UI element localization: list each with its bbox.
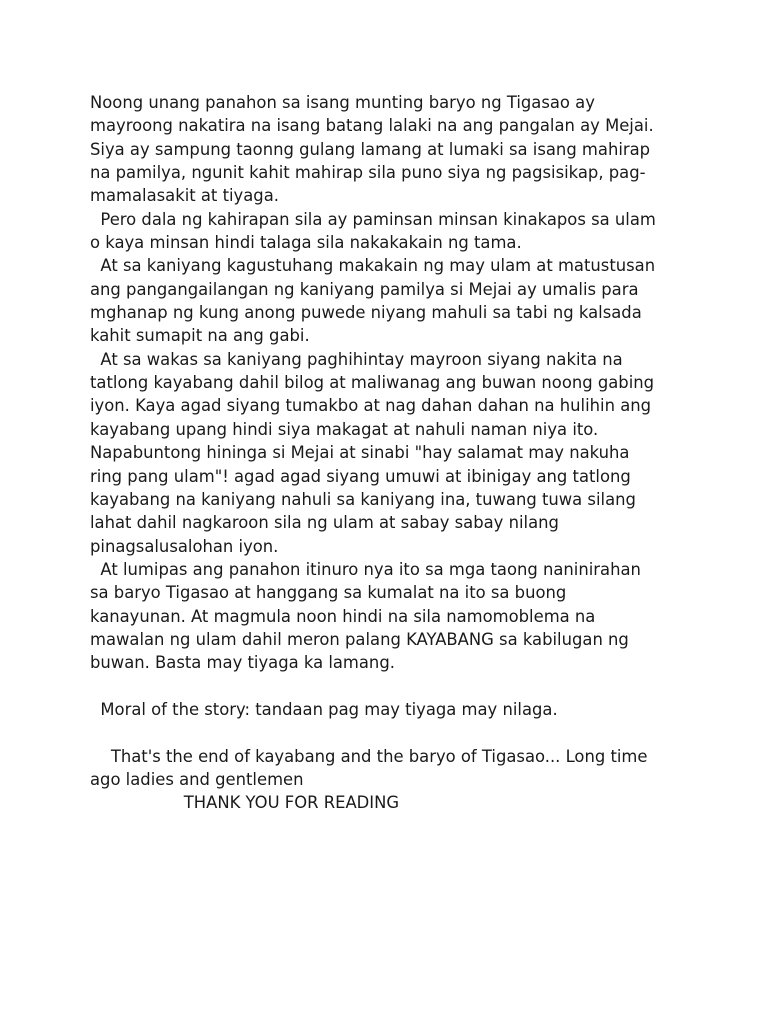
text-line: na pamilya, ngunit kahit mahirap sila puno siya ng pagsisikap, pag-	[90, 163, 646, 183]
text-line: mayroong nakatira na isang batang lalaki na ang pangalan ay Mejai.	[90, 116, 654, 136]
text-line: o kaya minsan hindi talaga sila nakakakain ng tama.	[90, 233, 522, 253]
text-line: buwan. Basta may tiyaga ka lamang.	[90, 653, 395, 673]
text-line: At sa kaniyang kagustuhang makakain ng may ulam at matustusan	[90, 256, 656, 276]
text-line: kanayunan. At magmula noon hindi na sila namomoblema na	[90, 606, 596, 626]
text-line: At lumipas ang panahon itinuro nya ito sa mga taong naninirahan	[90, 559, 641, 579]
text-line: mawalan ng ulam dahil meron palang KAYABANG sa kabilugan ng	[90, 629, 629, 649]
text-line: sa baryo Tigasao at hanggang sa kumalat na ito sa buong	[90, 583, 567, 603]
moral-line: Moral of the story: tandaan pag may tiyaga may nilaga.	[90, 699, 558, 719]
text-line: tatlong kayabang dahil bilog at maliwanag ang buwan noong gabing	[90, 373, 655, 393]
text-line: mamalasakit at tiyaga.	[90, 186, 279, 206]
story-text	[90, 91, 690, 815]
text-line: ring pang ulam"! agad agad siyang umuwi at ibinigay ang tatlong	[90, 466, 631, 486]
text-line: That's the end of kayabang and the baryo of Tigasao... Long time	[90, 746, 648, 766]
blank-line	[90, 721, 690, 744]
text-line: kayabang na kaniyang nahuli sa kaniyang ina, tuwang tuwa silang	[90, 489, 636, 509]
text-line: lahat dahil nagkaroon sila ng ulam at sabay sabay nilang	[90, 513, 559, 533]
text-line: Napabuntong hininga si Mejai at sinabi "hay salamat may nakuha	[90, 443, 630, 463]
closing-line: THANK YOU FOR READING	[90, 793, 400, 813]
text-line: Siya ay sampung taonng gulang lamang at lumaki sa isang mahirap	[90, 139, 651, 159]
text-line: At sa wakas sa kaniyang paghihintay mayroon siyang nakita na	[90, 349, 623, 369]
text-line: kayabang upang hindi siya makagat at nahuli naman niya ito.	[90, 419, 599, 439]
text-line: pinagsalusalohan iyon.	[90, 536, 279, 556]
text-line: Noong unang panahon sa isang munting baryo ng Tigasao ay	[90, 93, 595, 112]
text-line: mghanap ng kung anong puwede niyang mahuli sa tabi ng kalsada	[90, 303, 642, 323]
blank-line	[90, 675, 690, 698]
text-line: iyon. Kaya agad siyang tumakbo at nag dahan dahan na hulihin ang	[90, 396, 652, 416]
text-line: ang pangangailangan ng kaniyang pamilya si Mejai ay umalis para	[90, 279, 639, 299]
text-line: Pero dala ng kahirapan sila ay paminsan minsan kinakapos sa ulam	[90, 209, 656, 229]
text-line: ago ladies and gentlemen	[90, 769, 304, 789]
text-line: kahit sumapit na ang gabi.	[90, 326, 310, 346]
